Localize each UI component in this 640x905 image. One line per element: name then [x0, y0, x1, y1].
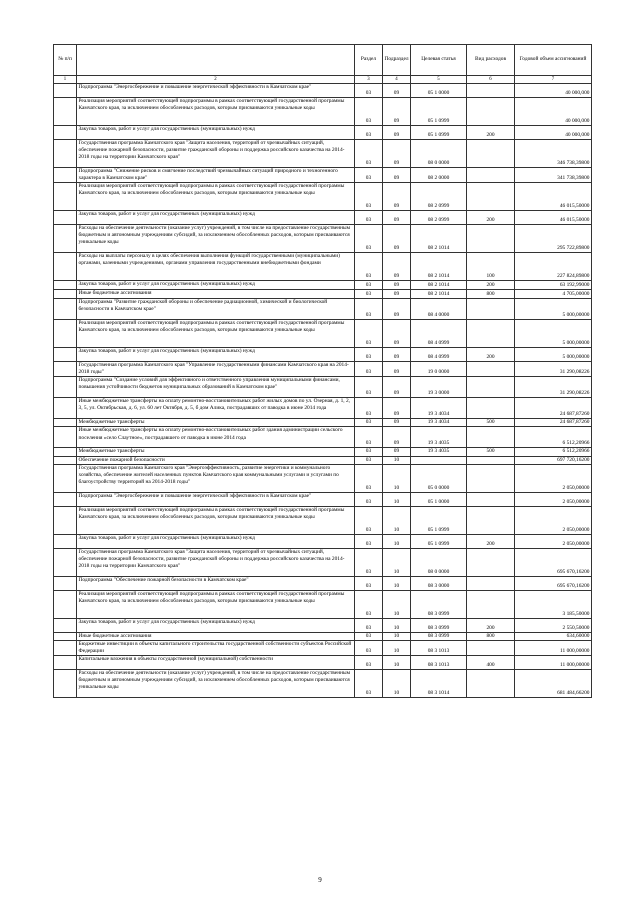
row-number	[54, 398, 77, 419]
row-subsection: 09	[383, 448, 411, 456]
row-amount: 46 015,50000	[515, 211, 592, 225]
row-number	[54, 632, 77, 640]
table-row	[54, 464, 592, 492]
row-target-article: 05 1 0000	[411, 84, 467, 98]
row-subsection: 10	[383, 548, 411, 576]
row-number	[54, 183, 77, 211]
row-name: Реализация мероприятий соответствующей подпрограммы в рамках соответствующей государственной программы Камчатского края, за исключением обособленных расходов, которым присваиваются уникальные коды	[77, 590, 355, 618]
row-target-article: 08 3 1013	[411, 655, 467, 669]
row-subsection: 09	[383, 377, 411, 398]
row-subsection: 10	[383, 576, 411, 590]
row-section: 03	[355, 290, 383, 299]
row-amount: 695 670,16200	[515, 576, 592, 590]
row-section: 03	[355, 427, 383, 448]
row-amount: 5 000,00000	[515, 320, 592, 348]
column-index: 1	[54, 76, 77, 84]
row-number	[54, 377, 77, 398]
row-target-article: 08 4 0999	[411, 348, 467, 362]
table-row	[54, 126, 592, 140]
row-number	[54, 576, 77, 590]
row-subsection: 09	[383, 419, 411, 427]
row-section: 03	[355, 590, 383, 618]
row-amount: 6 512,20966	[515, 427, 592, 448]
row-subsection: 09	[383, 211, 411, 225]
row-number	[54, 362, 77, 377]
row-subsection: 09	[383, 427, 411, 448]
row-subsection: 10	[383, 655, 411, 669]
row-expense-type	[467, 98, 515, 126]
row-target-article: 19 0 0000	[411, 362, 467, 377]
table-row	[54, 140, 592, 168]
row-number	[54, 464, 77, 492]
table-row	[54, 98, 592, 126]
row-target-article: 05 1 0999	[411, 534, 467, 548]
row-amount: 227 824,89800	[515, 253, 592, 281]
header-target-article: Целевая статья	[411, 45, 467, 76]
row-subsection: 10	[383, 534, 411, 548]
row-amount: 697 720,16200	[515, 456, 592, 464]
row-subsection: 10	[383, 590, 411, 618]
table-row	[54, 168, 592, 183]
table-row	[54, 398, 592, 419]
row-name: Закупка товаров, работ и услуг для государственных (муниципальных) нужд	[77, 126, 355, 140]
row-expense-type	[467, 669, 515, 697]
row-subsection: 10	[383, 640, 411, 655]
row-expense-type: 200	[467, 348, 515, 362]
row-number	[54, 225, 77, 253]
row-expense-type	[467, 590, 515, 618]
row-expense-type	[467, 456, 515, 464]
row-number	[54, 492, 77, 506]
row-section: 03	[355, 419, 383, 427]
row-expense-type	[467, 84, 515, 98]
row-section: 03	[355, 464, 383, 492]
table-row	[54, 320, 592, 348]
row-subsection: 09	[383, 348, 411, 362]
row-subsection: 09	[383, 168, 411, 183]
column-index: 4	[383, 76, 411, 84]
row-section: 03	[355, 640, 383, 655]
row-name: Капитальные вложения в объекты государственной (муниципальной) собственности	[77, 655, 355, 669]
row-target-article: 08 4 0999	[411, 320, 467, 348]
row-number	[54, 655, 77, 669]
row-target-article: 08 3 0999	[411, 618, 467, 632]
row-amount: 11 000,00000	[515, 640, 592, 655]
row-amount: 2 050,00000	[515, 492, 592, 506]
row-number	[54, 618, 77, 632]
row-section: 03	[355, 98, 383, 126]
header-name	[77, 45, 355, 76]
header-annual-amount: Годовой объем ассигнований	[515, 45, 592, 76]
row-subsection: 09	[383, 140, 411, 168]
table-body	[54, 76, 592, 698]
row-name: Подпрограмма "Энергосбережение и повышение энергетической эффективности в Камчатском крае"	[77, 84, 355, 98]
row-subsection: 09	[383, 126, 411, 140]
row-name: Реализация мероприятий соответствующей подпрограммы в рамках соответствующей государственной программы Камчатского края, за исключением обособленных расходов, которым присваиваются уникальные коды	[77, 183, 355, 211]
row-section: 03	[355, 140, 383, 168]
row-section: 03	[355, 548, 383, 576]
column-index: 3	[355, 76, 383, 84]
table-row	[54, 183, 592, 211]
table-row	[54, 669, 592, 697]
table-row	[54, 590, 592, 618]
row-name: Межбюджетные трансферты	[77, 419, 355, 427]
row-name: Межбюджетные трансферты	[77, 448, 355, 456]
row-section: 03	[355, 398, 383, 419]
row-amount: 31 290,08226	[515, 362, 592, 377]
table-row	[54, 419, 592, 427]
row-section: 03	[355, 281, 383, 290]
row-target-article: 08 2 0999	[411, 211, 467, 225]
row-section: 03	[355, 84, 383, 98]
header-section: Раздел	[355, 45, 383, 76]
table-row	[54, 84, 592, 98]
row-name: Реализация мероприятий соответствующей подпрограммы в рамках соответствующей государственной программы Камчатского края, за исключением обособленных расходов, которым присваиваются уникальные коды	[77, 320, 355, 348]
row-expense-type	[467, 225, 515, 253]
row-section: 03	[355, 299, 383, 320]
row-name: Расходы на обеспечение деятельности (оказание услуг) учреждений, в том числе на предоставление государственным бюджетным и автономным учреждениям субсидий, за исключением обособленных расходов, которым присваиваются уникальные коды	[77, 225, 355, 253]
row-section: 03	[355, 211, 383, 225]
row-number	[54, 669, 77, 697]
row-number	[54, 506, 77, 534]
row-section: 03	[355, 225, 383, 253]
table-row	[54, 506, 592, 534]
table-row	[54, 640, 592, 655]
table-row	[54, 632, 592, 640]
row-number	[54, 534, 77, 548]
row-name: Подпрограмма "Энергосбережение и повышение энергетической эффективности в Камчатском крае"	[77, 492, 355, 506]
row-amount: 4 705,00000	[515, 290, 592, 299]
row-name: Государственная программа Камчатского края "Защита населения, территорий от чрезвычайных ситуаций, обеспечение пожарной безопасности, развитие гражданской обороны и поддержка российского казачества на 2014-2018 годы на территории Камчатского края"	[77, 548, 355, 576]
row-target-article: 05 0 0000	[411, 464, 467, 492]
row-expense-type: 200	[467, 126, 515, 140]
row-name: Подпрограмма "Создание условий для эффективного и ответственного управления муниципальными финансами, повышения устойчивости бюджетов муниципальных образований в Камчатском крае"	[77, 377, 355, 398]
row-amount: 341 738,39800	[515, 168, 592, 183]
row-amount: 2 050,00000	[515, 464, 592, 492]
row-target-article: 08 0 0000	[411, 140, 467, 168]
row-subsection: 09	[383, 253, 411, 281]
row-name: Подпрограмма "Развитие гражданской обороны и обеспечение радиационной, химической и биологической безопасности в Камчатском крае"	[77, 299, 355, 320]
header-subsection: Подраздел	[383, 45, 411, 76]
budget-table	[53, 44, 592, 698]
table-row	[54, 281, 592, 290]
row-target-article: 19 3 4035	[411, 448, 467, 456]
row-name: Реализация мероприятий соответствующей подпрограммы в рамках соответствующей государственной программы Камчатского края, за исключением обособленных расходов, которым присваиваются уникальные коды	[77, 506, 355, 534]
row-number	[54, 320, 77, 348]
row-section: 03	[355, 492, 383, 506]
row-expense-type: 500	[467, 448, 515, 456]
row-name: Иные бюджетные ассигнования	[77, 632, 355, 640]
row-name: Реализация мероприятий соответствующей подпрограммы в рамках соответствующей государственной программы Камчатского края, за исключением обособленных расходов, которым присваиваются уникальные коды	[77, 98, 355, 126]
row-target-article: 05 1 0000	[411, 492, 467, 506]
table-row	[54, 211, 592, 225]
row-amount: 40 000,000	[515, 84, 592, 98]
row-expense-type: 500	[467, 419, 515, 427]
row-target-article	[411, 456, 467, 464]
row-name: Расходы на выплаты персоналу в целях обеспечения выполнения функций государственными (муниципальными) органами, казенными учреждениями, органами управления государственными внебюджетными фондами	[77, 253, 355, 281]
row-subsection: 09	[383, 299, 411, 320]
row-target-article: 08 3 1013	[411, 640, 467, 655]
row-amount: 681 484,66200	[515, 669, 592, 697]
row-number	[54, 140, 77, 168]
header-expense-type: Вид расходов	[467, 45, 515, 76]
row-subsection: 10	[383, 456, 411, 464]
row-target-article: 19 3 4034	[411, 419, 467, 427]
header-number: № п/п	[54, 45, 77, 76]
row-number	[54, 168, 77, 183]
row-name: Государственная программа Камчатского края "Управление государственными финансами Камчатского края на 2014-2018 годы"	[77, 362, 355, 377]
table-row	[54, 362, 592, 377]
row-number	[54, 98, 77, 126]
row-number	[54, 84, 77, 98]
row-amount: 2 050,00000	[515, 506, 592, 534]
row-section: 03	[355, 362, 383, 377]
row-name: Бюджетные инвестиции в объекты капитального строительства государственной собственности субъектов Российской Федерации	[77, 640, 355, 655]
row-subsection: 10	[383, 632, 411, 640]
table-row	[54, 655, 592, 669]
row-number	[54, 448, 77, 456]
row-expense-type: 100	[467, 253, 515, 281]
row-name: Иные межбюджетные трансферты на оплату ремонтно-восстановительных работ жилых домов по ул. Озерная, д. 1, 2, 3, 5, ул. Октябрьская, д. 6, ул. 60 лет Октября, д. 5, б дом Алика, пострадавших от паводка в июне 2014 года	[77, 398, 355, 419]
table-header	[54, 45, 592, 76]
row-amount: 63 192,99000	[515, 281, 592, 290]
row-section: 03	[355, 320, 383, 348]
row-section: 03	[355, 377, 383, 398]
row-expense-type	[467, 377, 515, 398]
table-row	[54, 576, 592, 590]
row-target-article: 19 3 0000	[411, 377, 467, 398]
row-expense-type	[467, 168, 515, 183]
row-amount: 634,60000	[515, 632, 592, 640]
table-row	[54, 448, 592, 456]
row-amount: 24 687,87260	[515, 419, 592, 427]
row-section: 03	[355, 168, 383, 183]
row-expense-type	[467, 576, 515, 590]
row-name: Закупка товаров, работ и услуг для государственных (муниципальных) нужд	[77, 618, 355, 632]
row-amount: 695 670,16200	[515, 548, 592, 576]
row-target-article: 08 3 0000	[411, 576, 467, 590]
table-row	[54, 253, 592, 281]
row-subsection: 09	[383, 320, 411, 348]
row-subsection: 09	[383, 84, 411, 98]
row-expense-type: 200	[467, 281, 515, 290]
row-expense-type	[467, 398, 515, 419]
row-amount: 3 185,50000	[515, 590, 592, 618]
row-name: Закупка товаров, работ и услуг для государственных (муниципальных) нужд	[77, 281, 355, 290]
row-subsection: 09	[383, 362, 411, 377]
row-expense-type	[467, 464, 515, 492]
row-subsection: 09	[383, 281, 411, 290]
row-expense-type: 200	[467, 618, 515, 632]
row-section: 03	[355, 655, 383, 669]
row-section: 03	[355, 456, 383, 464]
row-name: Государственная программа Камчатского края "Энергоэффективность, развитие энергетики и коммунального хозяйства, обеспечение жителей населенных пунктов Камчатского края коммунальными услугами и услугами по благоустройству территорий на 2014-2018 годы"	[77, 464, 355, 492]
row-subsection: 10	[383, 618, 411, 632]
row-expense-type: 800	[467, 290, 515, 299]
row-amount: 295 722,89800	[515, 225, 592, 253]
row-expense-type: 200	[467, 211, 515, 225]
row-amount: 2 050,00000	[515, 534, 592, 548]
column-index: 6	[467, 76, 515, 84]
row-section: 03	[355, 669, 383, 697]
row-amount: 40 000,000	[515, 126, 592, 140]
row-amount: 24 687,87260	[515, 398, 592, 419]
row-expense-type	[467, 362, 515, 377]
table-row	[54, 299, 592, 320]
table-row	[54, 618, 592, 632]
row-target-article: 05 1 0999	[411, 126, 467, 140]
table-row	[54, 348, 592, 362]
row-target-article: 05 1 0999	[411, 506, 467, 534]
row-number	[54, 348, 77, 362]
row-target-article: 08 2 1014	[411, 225, 467, 253]
row-amount: 11 000,00000	[515, 655, 592, 669]
row-section: 03	[355, 448, 383, 456]
row-subsection: 09	[383, 398, 411, 419]
row-target-article: 19 3 4035	[411, 427, 467, 448]
row-name: Закупка товаров, работ и услуг для государственных (муниципальных) нужд	[77, 211, 355, 225]
row-subsection: 09	[383, 98, 411, 126]
table-row	[54, 548, 592, 576]
table-row	[54, 534, 592, 548]
row-section: 03	[355, 576, 383, 590]
row-target-article: 08 2 1014	[411, 290, 467, 299]
row-number	[54, 456, 77, 464]
row-expense-type	[467, 183, 515, 211]
row-amount: 46 015,50000	[515, 183, 592, 211]
row-name: Расходы на обеспечение деятельности (оказание услуг) учреждений, в том числе на предоставление государственным бюджетным и автономным учреждениям субсидий, за исключением обособленных расходов, которым присваиваются уникальные коды	[77, 669, 355, 697]
row-amount: 40 000,000	[515, 98, 592, 126]
row-name: Иные бюджетные ассигнования	[77, 290, 355, 299]
row-name: Обеспечение пожарной безопасности	[77, 456, 355, 464]
row-expense-type	[467, 506, 515, 534]
row-number	[54, 590, 77, 618]
row-number	[54, 126, 77, 140]
row-section: 03	[355, 183, 383, 211]
row-name: Закупка товаров, работ и услуг для государственных (муниципальных) нужд	[77, 534, 355, 548]
column-index: 2	[77, 76, 355, 84]
row-section: 03	[355, 126, 383, 140]
row-target-article: 08 2 0000	[411, 168, 467, 183]
row-target-article: 19 3 4034	[411, 398, 467, 419]
column-index: 5	[411, 76, 467, 84]
table-row	[54, 456, 592, 464]
row-subsection: 09	[383, 183, 411, 211]
row-section: 03	[355, 618, 383, 632]
row-name: Закупка товаров, работ и услуг для государственных (муниципальных) нужд	[77, 348, 355, 362]
row-number	[54, 281, 77, 290]
column-index: 7	[515, 76, 592, 84]
row-subsection: 10	[383, 492, 411, 506]
table-row	[54, 290, 592, 299]
row-amount: 31 290,08226	[515, 377, 592, 398]
row-subsection: 09	[383, 225, 411, 253]
row-expense-type: 400	[467, 655, 515, 669]
row-expense-type	[467, 427, 515, 448]
row-number	[54, 253, 77, 281]
row-target-article: 08 2 1014	[411, 253, 467, 281]
row-name: Государственная программа Камчатского края "Защита населения, территорий от чрезвычайных ситуаций, обеспечение пожарной безопасности, развитие гражданской обороны и поддержка российского казачества на 2014-2018 годы на территории Камчатского края"	[77, 140, 355, 168]
row-number	[54, 419, 77, 427]
row-number	[54, 211, 77, 225]
row-expense-type	[467, 640, 515, 655]
row-number	[54, 299, 77, 320]
row-name: Подпрограмма "Обеспечение пожарной безопасности в Камчатском крае"	[77, 576, 355, 590]
row-target-article: 08 2 0999	[411, 183, 467, 211]
row-expense-type	[467, 320, 515, 348]
row-target-article: 08 2 1014	[411, 281, 467, 290]
row-target-article: 08 3 0999	[411, 632, 467, 640]
row-number	[54, 640, 77, 655]
row-section: 03	[355, 253, 383, 281]
row-expense-type	[467, 140, 515, 168]
row-expense-type: 200	[467, 534, 515, 548]
row-subsection: 09	[383, 290, 411, 299]
row-name: Подпрограмма "Снижение рисков и смягчение последствий чрезвычайных ситуаций природного и техногенного характера в Камчатском крае"	[77, 168, 355, 183]
row-expense-type	[467, 492, 515, 506]
row-subsection: 10	[383, 506, 411, 534]
table-row	[54, 492, 592, 506]
table-row	[54, 377, 592, 398]
page-number: 9	[318, 876, 322, 884]
row-section: 03	[355, 506, 383, 534]
row-number	[54, 427, 77, 448]
row-target-article: 08 4 0000	[411, 299, 467, 320]
row-name: Иные межбюджетные трансферты на оплату ремонтно-восстановительных работ здания администрации сельского поселения «село Слаутное», пострадавшего от паводка в июне 2014 года	[77, 427, 355, 448]
row-number	[54, 290, 77, 299]
row-expense-type	[467, 548, 515, 576]
row-subsection: 10	[383, 669, 411, 697]
row-target-article: 08 0 0000	[411, 548, 467, 576]
row-target-article: 08 3 1014	[411, 669, 467, 697]
table-row	[54, 427, 592, 448]
row-amount: 5 000,00000	[515, 348, 592, 362]
table-row	[54, 225, 592, 253]
row-number	[54, 548, 77, 576]
row-expense-type: 800	[467, 632, 515, 640]
row-expense-type	[467, 299, 515, 320]
row-section: 03	[355, 632, 383, 640]
row-amount: 6 512,20966	[515, 448, 592, 456]
row-section: 03	[355, 348, 383, 362]
column-index-row	[54, 76, 592, 84]
row-subsection: 10	[383, 464, 411, 492]
row-amount: 346 738,39800	[515, 140, 592, 168]
row-target-article: 08 3 0999	[411, 590, 467, 618]
row-section: 03	[355, 534, 383, 548]
row-amount: 2 550,50000	[515, 618, 592, 632]
row-amount: 5 000,00000	[515, 299, 592, 320]
row-target-article: 05 1 0999	[411, 98, 467, 126]
